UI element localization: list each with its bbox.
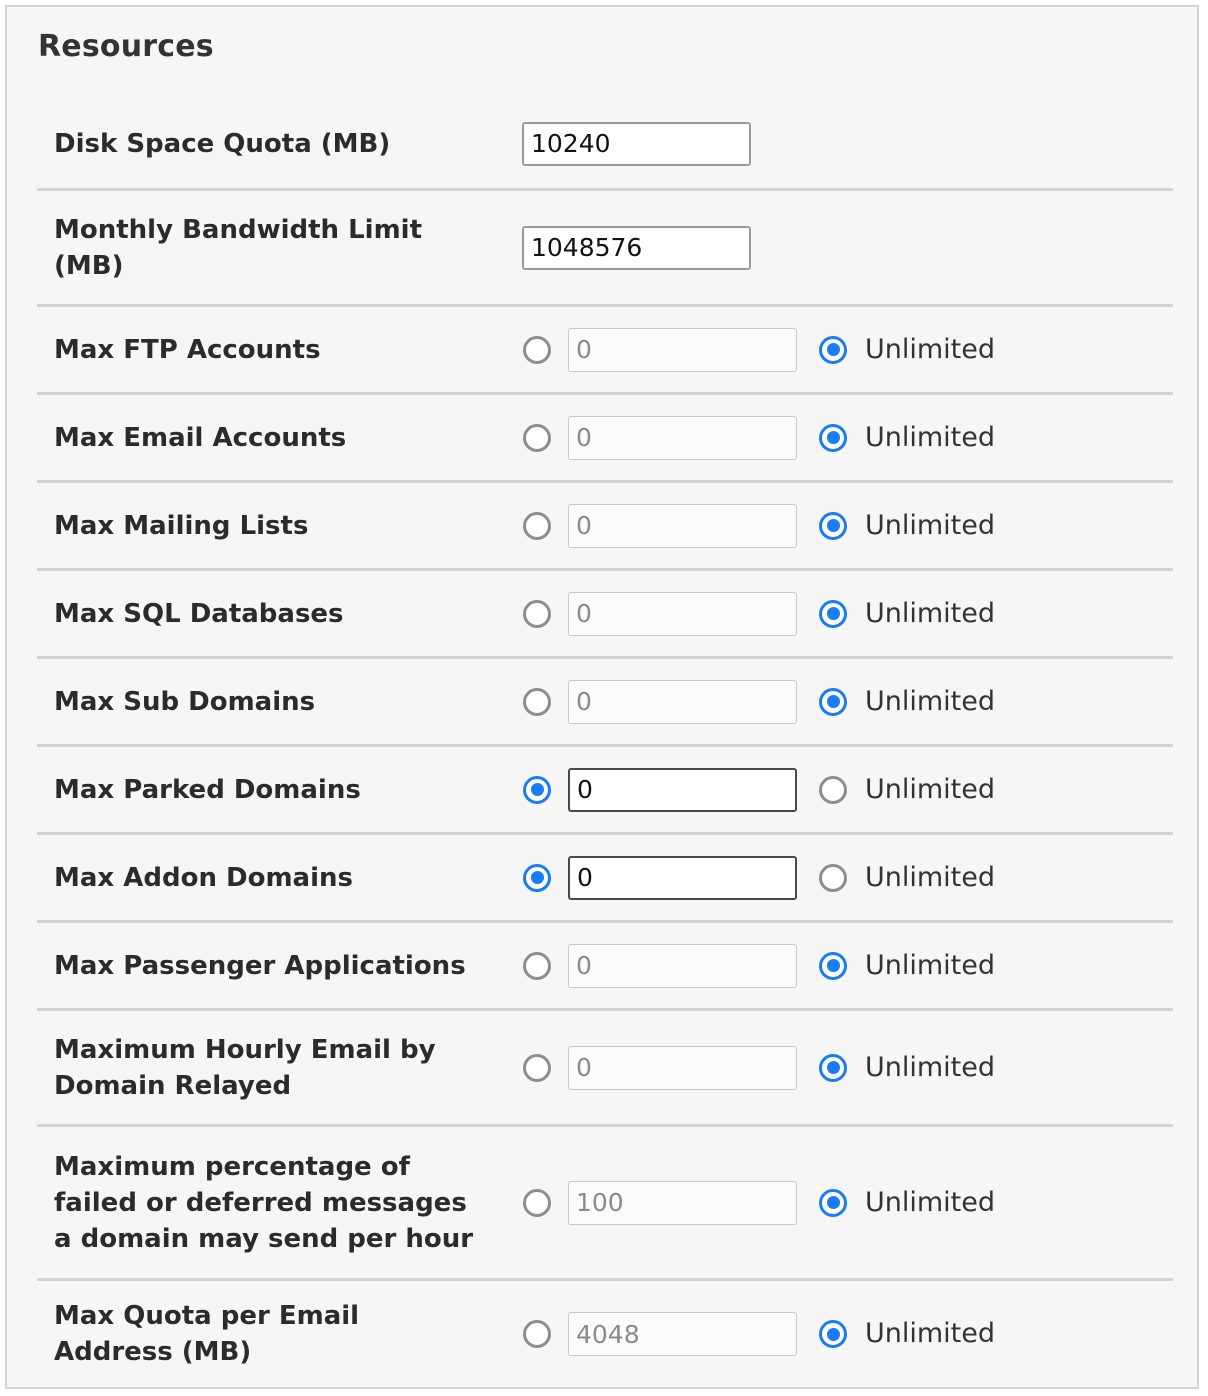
limit-value-input[interactable]: [568, 1046, 797, 1090]
limit-value-input[interactable]: [568, 416, 797, 460]
panel-title: Resources: [38, 29, 214, 64]
form-row-monthly-bandwidth: [37, 191, 1173, 307]
limit-radio[interactable]: [523, 1189, 551, 1217]
form-row-max-parked-domains: [37, 747, 1173, 835]
limit-value-input[interactable]: [568, 944, 797, 988]
form-row-max-failed-deferred-percentage: [37, 1127, 1173, 1281]
unlimited-label[interactable]: Unlimited: [865, 597, 996, 629]
row-label: Max Addon Domains: [54, 862, 353, 893]
resources-panel: [5, 5, 1199, 1389]
unlimited-label[interactable]: Unlimited: [865, 685, 996, 717]
row-label: Max Passenger Applications: [54, 950, 466, 981]
unlimited-radio[interactable]: [819, 512, 847, 540]
limit-radio[interactable]: [523, 688, 551, 716]
unlimited-radio[interactable]: [819, 864, 847, 892]
limit-value-input[interactable]: [568, 504, 797, 548]
form-row-max-sub-domains: [37, 659, 1173, 747]
unlimited-label[interactable]: Unlimited: [865, 509, 996, 541]
row-label: Maximum Hourly Email by Domain Relayed: [54, 1034, 436, 1101]
unlimited-label[interactable]: Unlimited: [865, 861, 996, 893]
limit-value-input[interactable]: [568, 592, 797, 636]
form-row-max-addon-domains: [37, 835, 1173, 923]
limit-radio[interactable]: [523, 776, 551, 804]
unlimited-label[interactable]: Unlimited: [865, 1051, 996, 1083]
unlimited-radio[interactable]: [819, 424, 847, 452]
form-row-max-quota-per-email: [37, 1281, 1173, 1387]
form-row-max-email-accounts: [37, 395, 1173, 483]
unlimited-radio[interactable]: [819, 688, 847, 716]
unlimited-radio[interactable]: [819, 600, 847, 628]
limit-value-input[interactable]: [568, 680, 797, 724]
unlimited-label[interactable]: Unlimited: [865, 1318, 996, 1349]
limit-radio[interactable]: [523, 1054, 551, 1082]
form-row-max-mailing-lists: [37, 483, 1173, 571]
form-row-max-sql-databases: [37, 571, 1173, 659]
limit-value-input[interactable]: [568, 768, 797, 812]
unlimited-radio[interactable]: [819, 1320, 847, 1348]
row-label: Max Parked Domains: [54, 774, 361, 805]
unlimited-label[interactable]: Unlimited: [865, 949, 996, 981]
limit-radio[interactable]: [523, 1320, 551, 1348]
disk-space-quota-input[interactable]: [522, 122, 751, 166]
monthly-bandwidth-input[interactable]: [522, 226, 751, 270]
row-label: Max SQL Databases: [54, 598, 344, 629]
limit-radio[interactable]: [523, 512, 551, 540]
limit-radio[interactable]: [523, 336, 551, 364]
unlimited-label[interactable]: Unlimited: [865, 333, 996, 365]
form-row-disk-space-quota: [37, 99, 1173, 191]
row-label: Max Mailing Lists: [54, 510, 309, 541]
unlimited-radio[interactable]: [819, 776, 847, 804]
form-row-max-passenger-applications: [37, 923, 1173, 1011]
unlimited-label[interactable]: Unlimited: [865, 1186, 996, 1218]
limit-value-input[interactable]: [568, 1312, 797, 1356]
form-row-max-ftp-accounts: [37, 307, 1173, 395]
limit-value-input[interactable]: [568, 856, 797, 900]
limit-radio[interactable]: [523, 424, 551, 452]
unlimited-radio[interactable]: [819, 952, 847, 980]
unlimited-radio[interactable]: [819, 1054, 847, 1082]
row-label: Max Email Accounts: [54, 422, 347, 453]
row-label: Disk Space Quota (MB): [54, 128, 391, 159]
unlimited-radio[interactable]: [819, 1189, 847, 1217]
row-label: Max Sub Domains: [54, 686, 316, 717]
row-label: Monthly Bandwidth Limit (MB): [54, 214, 423, 281]
unlimited-label[interactable]: Unlimited: [865, 773, 996, 805]
resources-form: [37, 99, 1173, 1387]
unlimited-radio[interactable]: [819, 336, 847, 364]
row-label: Max Quota per Email Address (MB): [54, 1301, 360, 1367]
row-label: Maximum percentage of failed or deferred messages a domain may send per hour: [54, 1151, 474, 1254]
limit-value-input[interactable]: [568, 1181, 797, 1225]
limit-value-input[interactable]: [568, 328, 797, 372]
unlimited-label[interactable]: Unlimited: [865, 421, 996, 453]
form-row-max-hourly-email-relayed: [37, 1011, 1173, 1127]
limit-radio[interactable]: [523, 864, 551, 892]
row-label: Max FTP Accounts: [54, 334, 321, 365]
limit-radio[interactable]: [523, 600, 551, 628]
limit-radio[interactable]: [523, 952, 551, 980]
